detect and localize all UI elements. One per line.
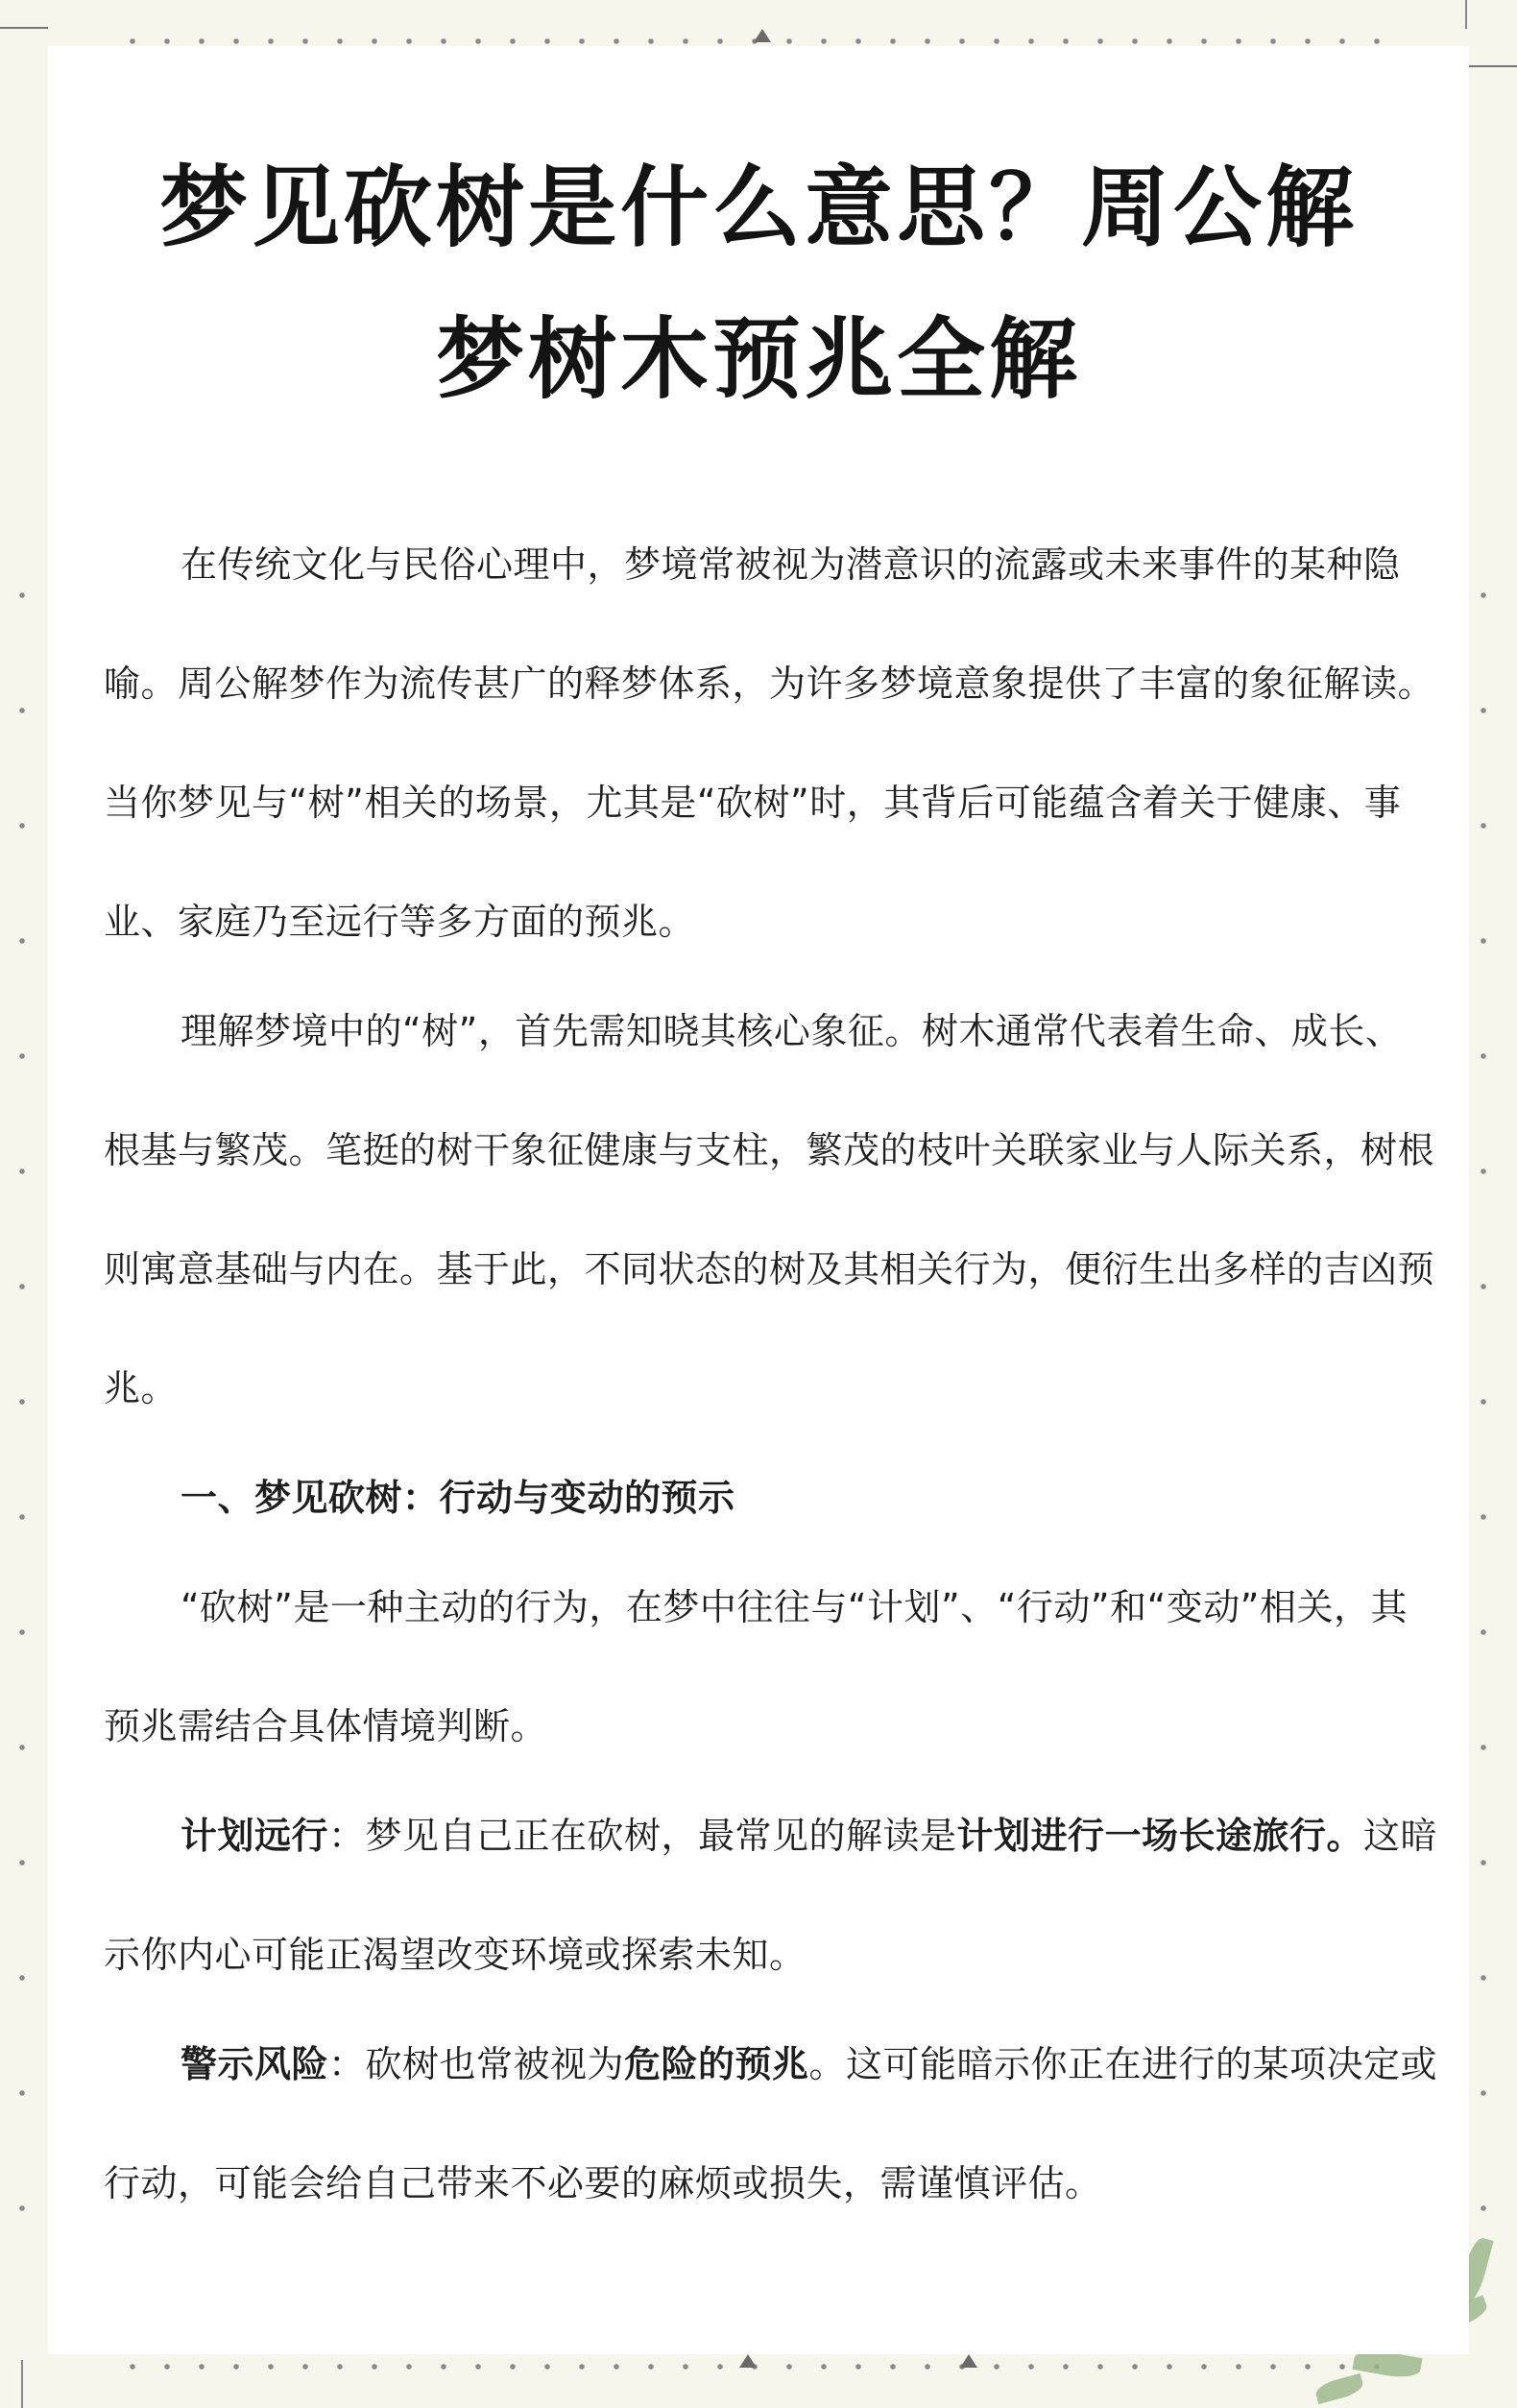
triangle-ornament-icon <box>754 29 771 42</box>
paragraph-symbolism: 理解梦境中的“树”，首先需知晓其核心象征。树木通常代表着生命、成长、根基与繁茂。笔挺的树干象征健康与支柱，繁茂的枝叶关联家业与人际关系，树根则寓意基础与内在。基于此，不同状态的树及其相关行为，便衍生出多样的吉凶预兆。 <box>104 1010 1435 1409</box>
corner-line <box>1465 0 1467 29</box>
corner-line <box>0 27 48 29</box>
section-heading: 一、梦见砍树：行动与变动的预示 <box>181 1477 735 1519</box>
title-line-2: 梦树木预兆全解 <box>435 308 1081 411</box>
article-title <box>48 132 1469 436</box>
article-page <box>48 46 1469 2354</box>
triangle-ornament-icon <box>739 2354 757 2368</box>
list-item-travel <box>104 1776 1438 2014</box>
right-dotted-border <box>1479 538 1488 2266</box>
item-label: 警示风险 <box>181 2043 329 2085</box>
title-line-1: 梦见砍树是什么意思？周公解 <box>158 157 1358 259</box>
item-text: ：梦见自己正在砍树，最常见的解读是 <box>328 1815 957 1857</box>
paragraph-section-intro: “砍树”是一种主动的行为，在梦中往往与“计划”、“行动”和“变动”相关，其预兆需结合具体情境判断。 <box>104 1586 1408 1747</box>
corner-line <box>1469 65 1517 67</box>
triangle-ornament-icon <box>960 2354 977 2368</box>
item-text: ：砍树也常被视为 <box>328 2043 625 2085</box>
item-label: 计划远行 <box>181 1815 329 1857</box>
dotted-line <box>115 2362 1402 2372</box>
article-body <box>104 505 1438 2243</box>
item-text: 。这可能暗示你正在进行的某项决定或行动，可能会给自己带来不必要的麻烦或损失，需谨慎评估。 <box>104 2043 1438 2204</box>
item-emphasis: 计划进行一场长途旅行。 <box>956 1815 1364 1857</box>
left-dotted-border <box>17 538 27 2266</box>
list-item-risk <box>104 2005 1438 2243</box>
corner-line <box>21 2360 23 2408</box>
item-emphasis: 危险的预兆 <box>624 2043 809 2085</box>
item-text: 这暗示你内心可能正渴望改变环境或探索未知。 <box>104 1815 1438 1976</box>
paragraph-intro: 在传统文化与民俗心理中，梦境常被视为潜意识的流露或未来事件的某种隐喻。周公解梦作为流传甚广的释梦体系，为许多梦境意象提供了丰富的象征解读。当你梦见与“树”相关的场景，尤其是“砍树”时，其背后可能蕴含着关于健康、事业、家庭乃至远行等多方面的预兆。 <box>104 543 1435 943</box>
